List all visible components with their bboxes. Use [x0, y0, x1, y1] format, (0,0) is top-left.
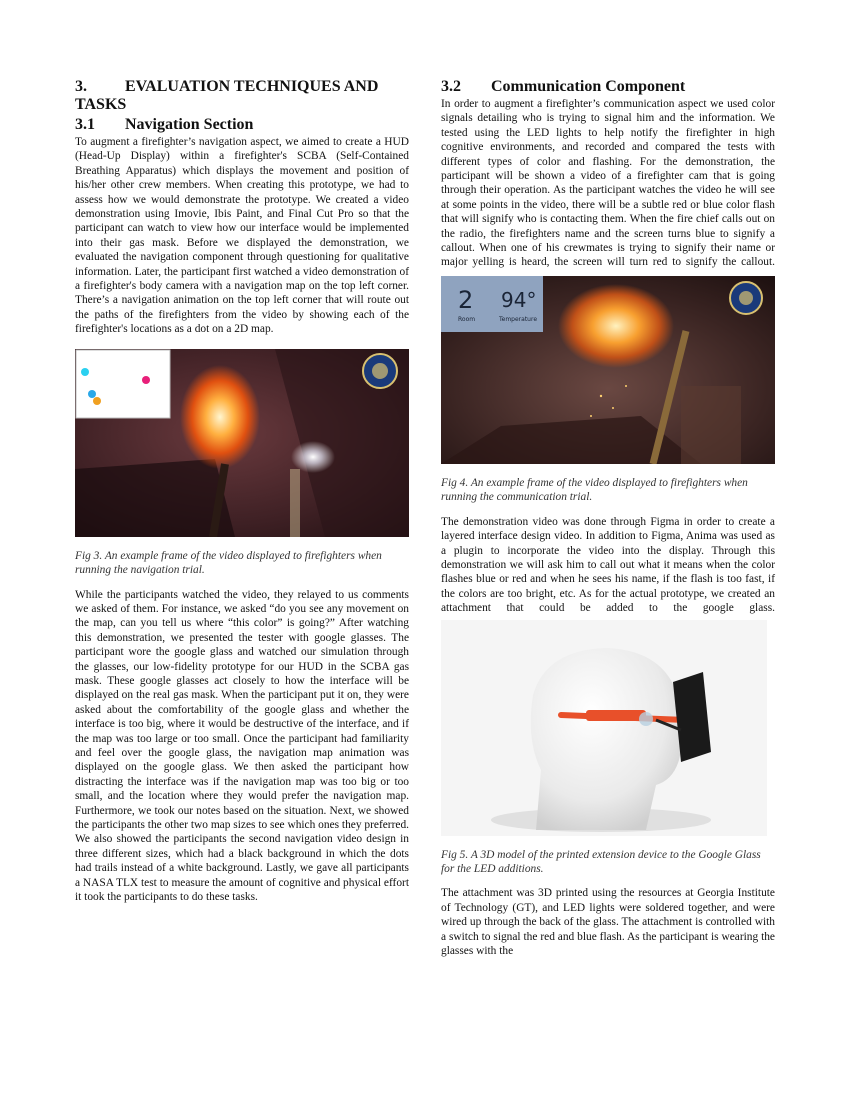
- map-dot-blue: [88, 390, 96, 398]
- fig4-caption: Fig 4. An example frame of the video displayed to firefighters when running the communication trial.: [441, 476, 748, 504]
- hud-room-label: Room: [458, 315, 476, 323]
- left-column: [75, 78, 409, 904]
- fig3-navigation-image: [75, 349, 409, 537]
- navigation-paragraph-2: While the participants watched the video, they relayed to us comments we asked of them. For instance, we asked “do you see any movement on the map, can you tell us where “this color” is going?” After watching this demonstration, we presented the tester with google glasses. The participant wore the google glass and watched our simulation through the glasses, our low-fidelity prototype for our HUD in the SCBA gas mask. These google glasses act closely to how the interface will be displayed on the real gas mask. When the participant put it on, they were asked about the comfortability of the google glass and whether the interface is too big, where it would be destructive of the interface, and if the map was too large or too small. Once the participant had familiarity and feel over the google glass, the navigation map animation was displayed on the google glass. We then asked the participant how distracting the interface was if the navigation map was too big or too small, and the location where they would prefer the navigation map. Furthermore, we took our notes based on the situation. Next, we showed the participants the other two map sizes to see which ones they preferred. We also showed the participants the second navigation video design in three different sizes, which had a black background in which the dots had trails instead of a white background. Lastly, we gave all participants a NASA TLX test to measure the amount of cognitive and physical effort it took the participants to do these tasks.: [75, 588, 409, 904]
- fig3-caption: Fig 3. An example frame of the video displayed to firefighters when running the navigation trial.: [75, 549, 382, 577]
- map-dot-magenta: [142, 376, 150, 384]
- hud-temperature-value: 94°: [501, 287, 537, 312]
- section-3-heading: [75, 78, 409, 114]
- section-3-2-title: Communication Component: [491, 78, 686, 95]
- communication-paragraph-1: In order to augment a firefighter’s communication aspect we used color signals detailing who is trying to signal him and the information. We tested using the LED lights to help notify the firefighter in high cognitive environments, and recorded and compared the tests with different types of color and flashing. For the demonstration, the participant will be shown a video of a firefighter cam that is going through their operation. As the participant watches the video he will see at some points in the video, there will be a subtle red or blue color flash that will signify who is contacting them. When the fire chief calls out on the radio, the firefighters name and the screen turns blue to signify a callout. When one of his crewmates is trying to signify their name or major yelling is heard, the screen will turn red to signify the callout.: [441, 98, 775, 269]
- communication-paragraph-2: The demonstration video was done through Figma in order to create a layered interface design video. In addition to Figma, Anima was used as a plugin to incorporate the video into the display. Through this demonstration we will ask him to call out what it means when the color flashes blue or red and when he sees his name, if the flash is too fast, if the colors are too bright, etc. As for the actual prototype, we created an attachment that could be added to the google glass.: [441, 515, 775, 615]
- fig5-google-glass-image: [441, 620, 767, 836]
- section-3-2-number: 3.2: [441, 78, 461, 95]
- hud-room-value: 2: [458, 285, 474, 314]
- section-3-number: 3.: [75, 78, 87, 95]
- section-3-1-title: Navigation Section: [125, 116, 254, 133]
- communication-paragraph-3: The attachment was 3D printed using the resources at Georgia Institute of Technology (GT), and LED lights were soldered together, and were wired up through the back of the glass. The attachment is controlled with a switch to signal the red and blue flash. As the participant is wearing the glasses with the: [441, 887, 775, 957]
- fig5-caption: Fig 5. A 3D model of the printed extension device to the Google Glass for the LED additions.: [441, 848, 761, 875]
- section-3-1-heading: [75, 116, 409, 134]
- section-3-title: EVALUATION TECHNIQUES AND TASKS: [75, 78, 379, 113]
- map-dot-cyan: [81, 368, 89, 376]
- hud-temperature-label: Temperature: [499, 315, 538, 323]
- section-3-1-number: 3.1: [75, 116, 95, 133]
- fig4-communication-image: [441, 276, 775, 464]
- section-3-2-heading: [441, 78, 775, 96]
- navigation-paragraph-1: To augment a firefighter’s navigation aspect, we aimed to create a HUD (Head-Up Display) within a firefighter's SCBA (Self-Contained Breathing Apparatus) which displays the movement and position of his/her other crew members. When creating this prototype, we had to assess how we would demonstrate the prototype. We created a video demonstration using Imovie, Ibis Paint, and Final Cut Pro so that the participant can watch to view how our interface would be implemented into their gas mask. Before we displayed the demonstration, we evaluated the navigation component through questioning for qualitative information. Later, the participant first watched a video demonstration of a firefighter's body camera with a navigation map on the top left corner. There’s a navigation animation on the top left corner that will route out the paths of the firefighters from the video by showing each of the firefighter's locations as a dot on a 2D map.: [75, 136, 409, 336]
- map-dot-orange: [93, 397, 101, 405]
- right-column: [441, 78, 775, 958]
- navigation-map-overlay: [76, 350, 170, 418]
